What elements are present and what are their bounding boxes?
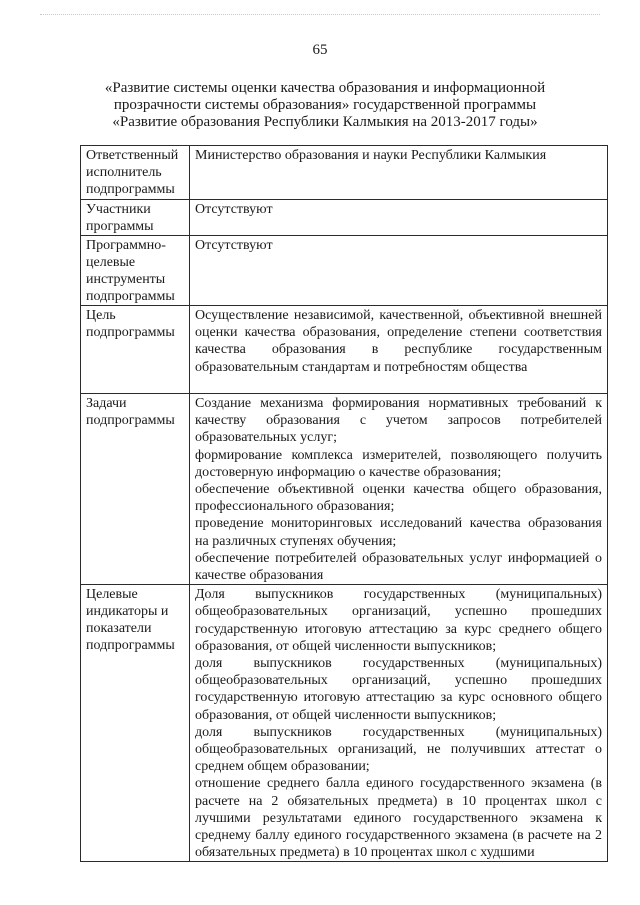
page-top-edge: [40, 14, 600, 15]
row-label-responsible: Ответственный исполнитель подпрограммы: [81, 146, 190, 200]
task-item: Создание механизма формирования нормативных требований к качеству образования с учетом запросов потребителей образовательных услуг;: [195, 396, 602, 446]
row-value-responsible: Министерство образования и науки Республики Калмыкия: [190, 146, 608, 200]
task-item: формирование комплекса измерителей, позволяющего получить достоверную информацию о качестве образования;: [195, 447, 602, 480]
table-row: [81, 236, 608, 306]
table-row: [81, 394, 608, 585]
subprogram-passport-table: [80, 145, 608, 862]
table-row: [81, 306, 608, 394]
row-label-indicators: Целевые индикаторы и показатели подпрограммы: [81, 585, 190, 862]
indicator-item: доля выпускников государственных (муниципальных) общеобразовательных организаций, не получивших аттестат о среднем общем образовании;: [195, 724, 602, 775]
row-label-instruments: Программно- целевые инструменты подпрограммы: [81, 236, 190, 306]
title-line: «Развитие образования Республики Калмыкия на 2013-2017 годы»: [112, 114, 538, 130]
row-value-indicators: [190, 585, 608, 862]
row-value-instruments: Отсутствуют: [190, 236, 608, 306]
table-row: [81, 200, 608, 236]
row-label-tasks: Задачи подпрограммы: [81, 394, 190, 585]
task-item: проведение мониторинговых исследований качества образования на различных ступенях обучения;: [195, 516, 602, 549]
page-number: 65: [312, 42, 328, 58]
table-row: [81, 585, 608, 862]
title-line: «Развитие системы оценки качества образования и информационной: [104, 80, 546, 96]
row-label-goal: Цель подпрограммы: [81, 306, 190, 394]
indicator-item: доля выпускников государственных (муниципальных) общеобразовательных организаций, успешно прошедших государственную итоговую аттестацию за курс основного общего образования, от общей численности выпускников;: [195, 656, 602, 723]
row-value-goal: Осуществление независимой, качественной, объективной внешней оценки качества образования, определение степени соответствия качества образования в республике государственным образовательным стандартам и потребностям общества: [190, 306, 608, 394]
row-value-participants: Отсутствуют: [190, 200, 608, 236]
row-value-tasks: [190, 394, 608, 585]
title-line: прозрачности системы образования» государственной программы: [113, 97, 537, 113]
table-row: [81, 146, 608, 200]
document-title: [60, 80, 590, 131]
task-item: обеспечение объективной оценки качества общего образования, профессионального образования;: [195, 482, 602, 515]
task-item: обеспечение потребителей образовательных услуг информацией о качестве образования: [195, 550, 602, 584]
indicator-item: отношение среднего балла единого государственного экзамена (в расчете на 2 обязательных предмета) в 10 процентах школ с лучшими результатами единого государственного экзамена к среднему баллу единого государственного экзамена (в расчете на 2 обязательных предмета) в 10 процентах школ с худшими: [195, 776, 602, 861]
indicator-item: Доля выпускников государственных (муниципальных) общеобразовательных организаций, успешно прошедших государственную итоговую аттестацию за курс среднего общего образования, от общей численности выпускников;: [195, 587, 602, 654]
row-label-participants: Участники программы: [81, 200, 190, 236]
